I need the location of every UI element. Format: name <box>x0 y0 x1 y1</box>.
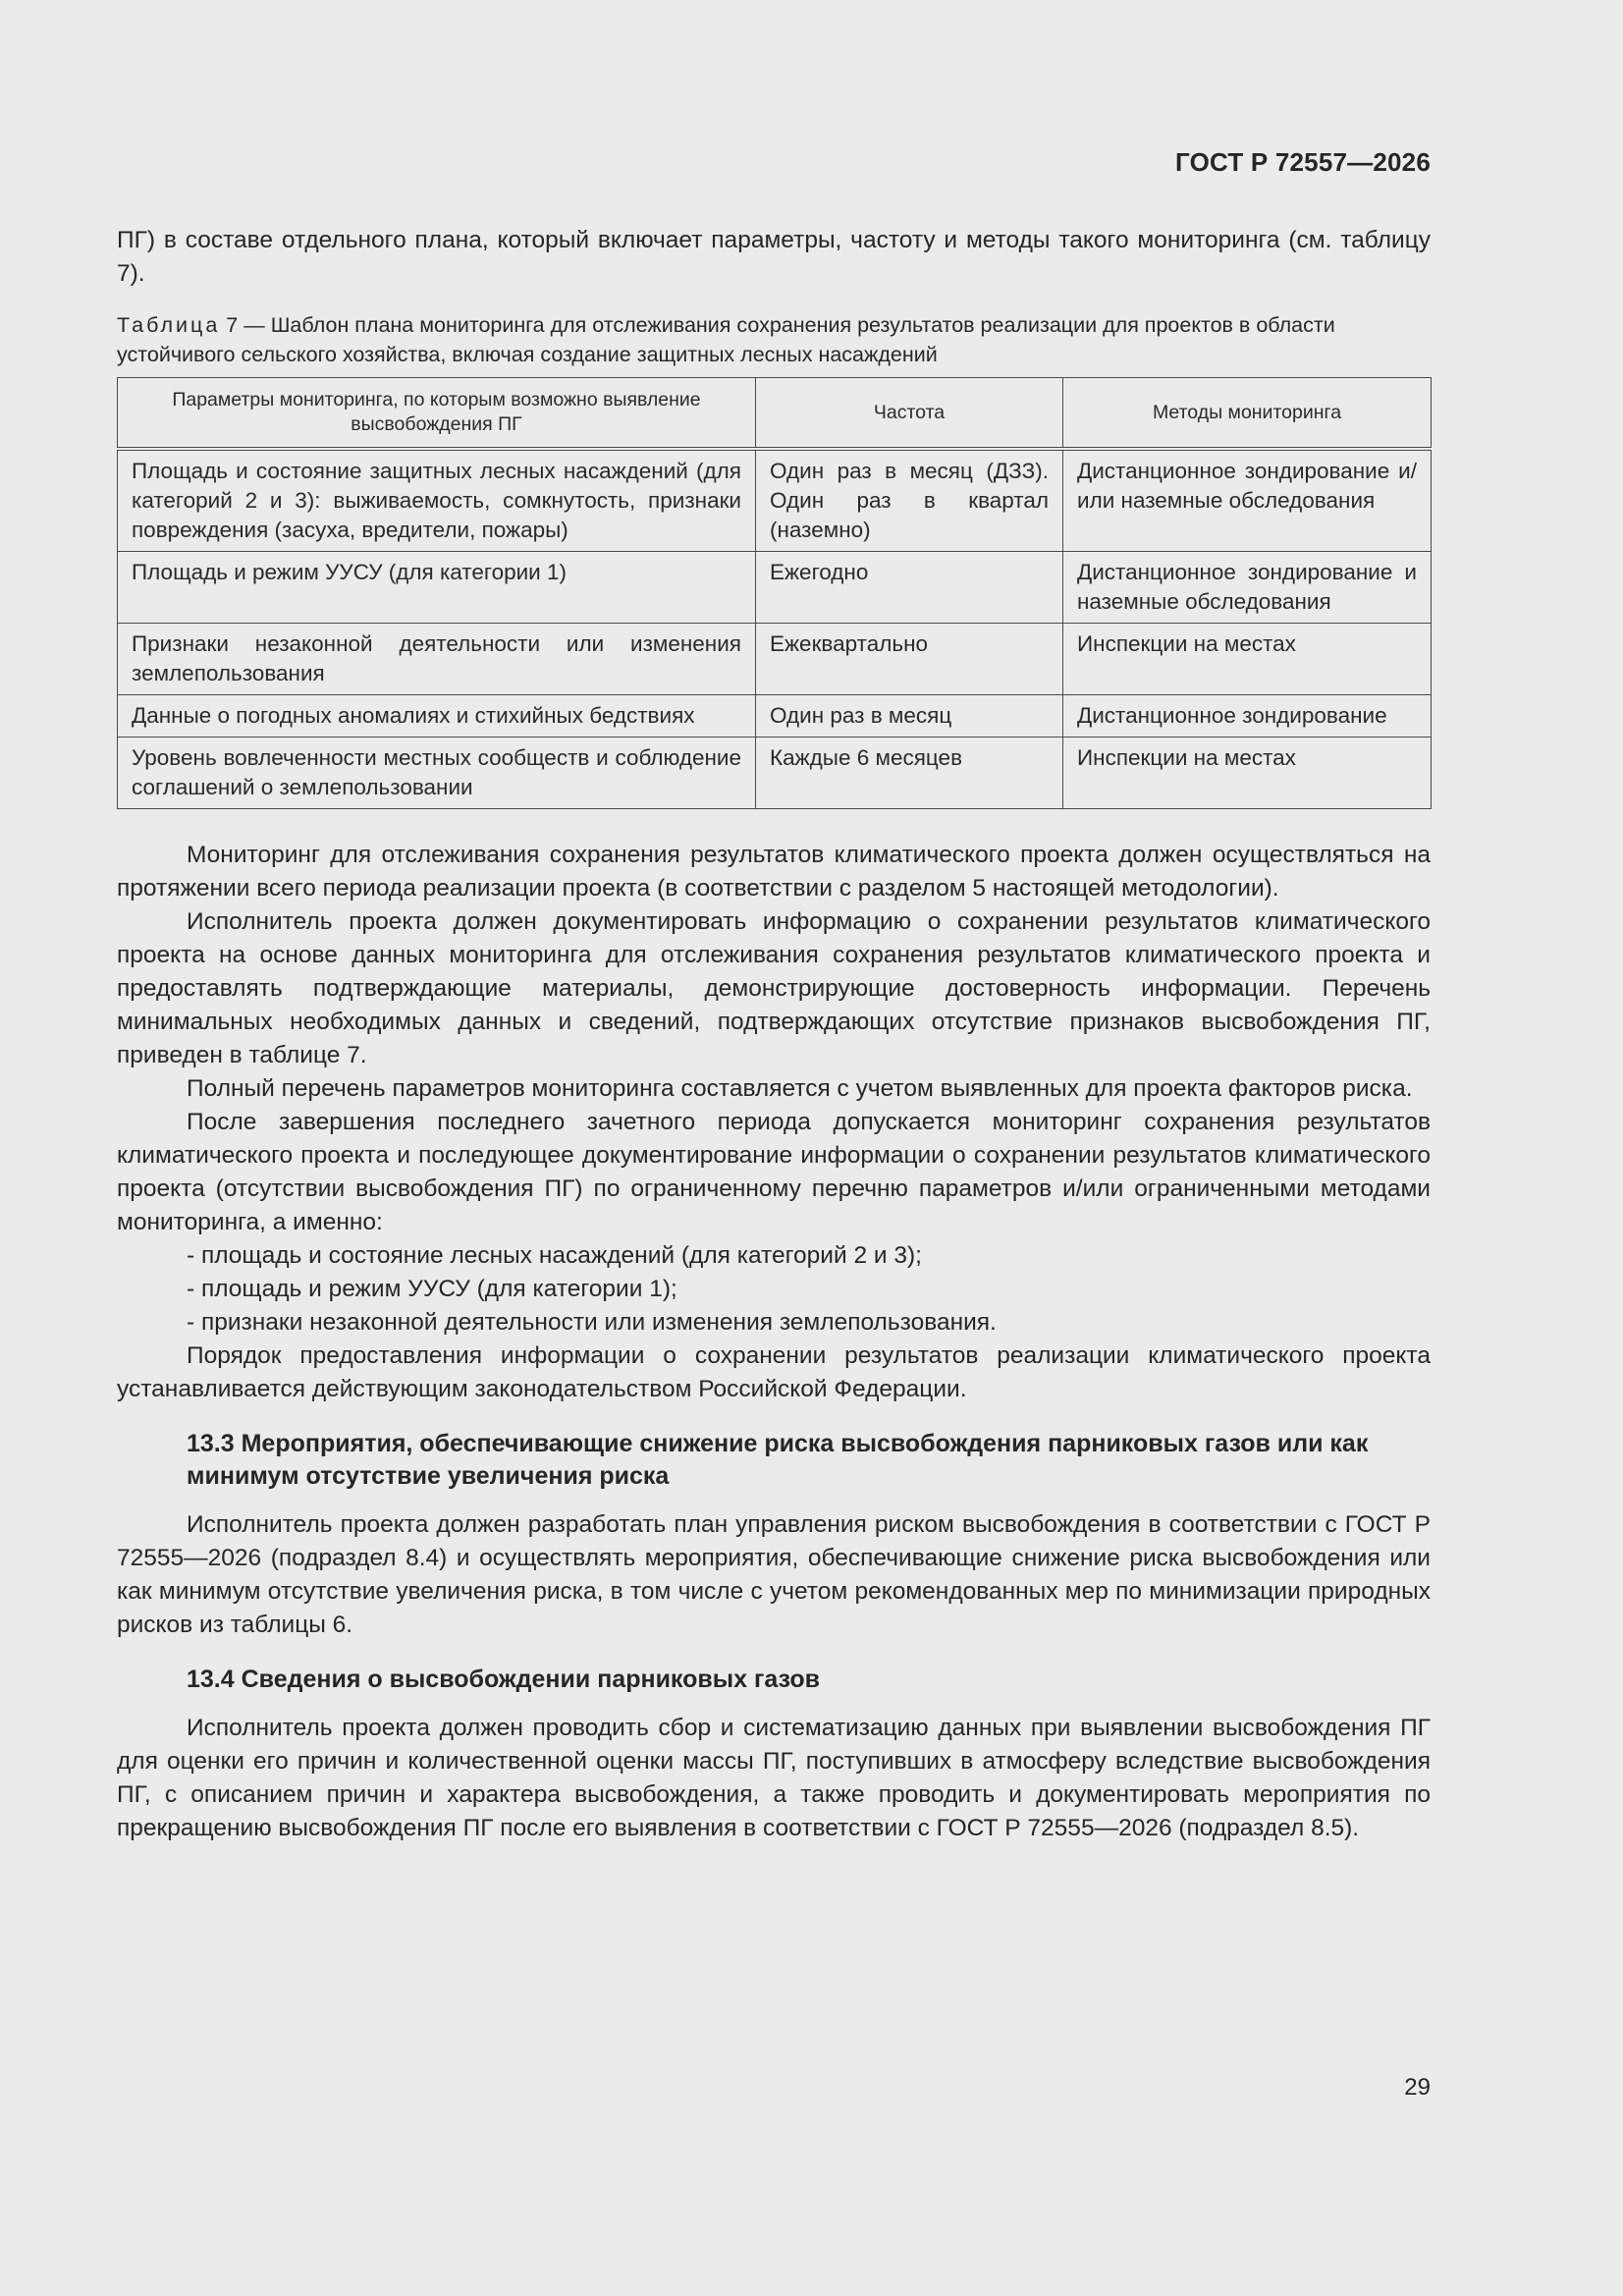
table-row <box>118 695 1432 738</box>
table-cell-method: Инспекции на местах <box>1063 624 1432 695</box>
table-cell-frequency: Ежеквартально <box>756 624 1063 695</box>
table-cell-parameter: Площадь и состояние защитных лесных насаждений (для категорий 2 и 3): выживаемость, сомкнутость, признаки повреждения (засуха, вредители, пожары) <box>118 449 756 552</box>
body-paragraph: После завершения последнего зачетного периода допускается мониторинг сохранения результатов климатического проекта и последующее документирование информации о сохранении результатов климатического проекта (отсутствии высвобождения ПГ) по ограниченному перечню параметров и/или ограниченными методами мониторинга, а именно: <box>117 1109 1431 1235</box>
body-paragraph: Порядок предоставления информации о сохранении результатов реализации климатического проекта устанавливается действующим законодательством Российской Федерации. <box>117 1342 1431 1402</box>
body-paragraph: Полный перечень параметров мониторинга составляется с учетом выявленных для проекта факторов риска. <box>187 1075 1413 1102</box>
page-content <box>117 224 1431 1845</box>
table-header-frequency: Частота <box>756 378 1063 450</box>
monitoring-plan-table <box>117 377 1432 809</box>
table-caption <box>117 310 1431 369</box>
page-number: 29 <box>1404 2074 1431 2101</box>
table-cell-method: Дистанционное зондирование и/или наземные обследования <box>1063 449 1432 552</box>
table-cell-method: Инспекции на местах <box>1063 738 1432 809</box>
table-header-row <box>118 378 1432 450</box>
table-row <box>118 738 1432 809</box>
table-row <box>118 552 1432 624</box>
table-caption-text: 7 — Шаблон плана мониторинга для отслеживания сохранения результатов реализации для проектов в области устойчивого сельского хозяйства, включая создание защитных лесных насаждений <box>117 313 1335 366</box>
table-cell-parameter: Данные о погодных аномалиях и стихийных бедствиях <box>118 695 756 738</box>
section-heading-13-3: 13.3 Мероприятия, обеспечивающие снижение риска высвобождения парниковых газов или как минимум отсутствие увеличения риска <box>187 1430 1369 1490</box>
table-caption-label: Таблица <box>117 313 221 337</box>
table-cell-frequency: Ежегодно <box>756 552 1063 624</box>
table-cell-method: Дистанционное зондирование <box>1063 695 1432 738</box>
section-heading-13-4: 13.4 Сведения о высвобождении парниковых газов <box>187 1666 821 1693</box>
body-paragraph: Мониторинг для отслеживания сохранения результатов климатического проекта должен осуществляться на протяжении всего периода реализации проекта (в соответствии с разделом 5 настоящей методологии). <box>117 842 1431 902</box>
intro-paragraph: ПГ) в составе отдельного плана, который включает параметры, частоту и методы такого мониторинга (см. таблицу 7). <box>117 227 1431 287</box>
table-cell-frequency: Один раз в месяц (ДЗЗ). Один раз в квартал (наземно) <box>756 449 1063 552</box>
table-row <box>118 624 1432 695</box>
table-header-methods: Методы мониторинга <box>1063 378 1432 450</box>
table-row <box>118 449 1432 552</box>
section-13-3-paragraph: Исполнитель проекта должен разработать план управления риском высвобождения в соответствии с ГОСТ Р 72555—2026 (подраздел 8.4) и осуществлять мероприятия, обеспечивающие снижение риска высвобождения или как минимум отсутствие увеличения риска, в том числе с учетом рекомендованных мер по минимизации природных рисков из таблицы 6. <box>117 1511 1431 1638</box>
table-cell-parameter: Уровень вовлеченности местных сообществ и соблюдение соглашений о землепользовании <box>118 738 756 809</box>
body-paragraph: Исполнитель проекта должен документировать информацию о сохранении результатов климатического проекта на основе данных мониторинга для отслеживания сохранения результатов климатического проекта и предоставлять подтверждающие материалы, демонстрирующие достоверность информации. Перечень минимальных необходимых данных и сведений, подтверждающих отсутствие признаков высвобождения ПГ, приведен в таблице 7. <box>117 908 1431 1068</box>
table-cell-frequency: Каждые 6 месяцев <box>756 738 1063 809</box>
table-header-parameters: Параметры мониторинга, по которым возможно выявление высвобождения ПГ <box>118 378 756 450</box>
table-cell-parameter: Признаки незаконной деятельности или изменения землепользования <box>118 624 756 695</box>
table-cell-parameter: Площадь и режим УУСУ (для категории 1) <box>118 552 756 624</box>
table-cell-frequency: Один раз в месяц <box>756 695 1063 738</box>
list-item: - признаки незаконной деятельности или изменения землепользования. <box>187 1309 997 1336</box>
table-cell-method: Дистанционное зондирование и наземные обследования <box>1063 552 1432 624</box>
list-item: - площадь и режим УУСУ (для категории 1); <box>187 1276 677 1302</box>
document-header-id: ГОСТ Р 72557—2026 <box>1175 147 1431 177</box>
list-item: - площадь и состояние лесных насаждений (для категорий 2 и 3); <box>187 1242 922 1269</box>
section-13-4-paragraph: Исполнитель проекта должен проводить сбор и систематизацию данных при выявлении высвобождения ПГ для оценки его причин и количественной оценки массы ПГ, поступивших в атмосферу вследствие высвобождения ПГ, с описанием причин и характера высвобождения, а также проводить и документировать мероприятия по прекращению высвобождения ПГ после его выявления в соответствии с ГОСТ Р 72555—2026 (подраздел 8.5). <box>117 1715 1431 1841</box>
